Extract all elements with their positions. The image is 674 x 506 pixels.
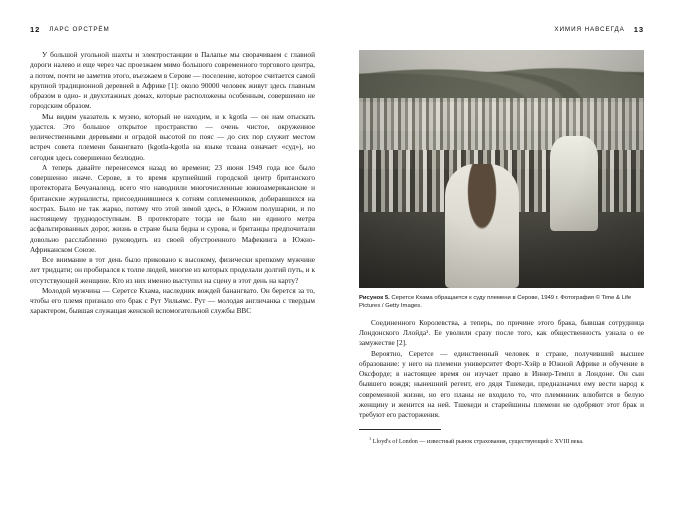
figure-5	[359, 50, 644, 311]
running-head-title-right: ХИМИЯ НАВСЕГДА	[554, 25, 625, 33]
figure-photograph	[359, 50, 644, 288]
footnote-text: Lloyd's of London — известный рынок страхования, существующий с XVIII века.	[371, 439, 584, 446]
spread-columns	[30, 50, 644, 482]
paragraph: Мы видим указатель к музею, который не находим, и к kgotla — он нам отыскать удастся. Это большое открытое пространство — очень чистое, окруженное величественными деревьями и оградой высотой по пояс — до сих пор служит местом встреч совета племени банангвато (kgotla-kgotla на языке тсвана означает «суд»), но сегодня здесь совершенно безлюдно.	[30, 111, 315, 162]
running-head-left	[30, 22, 337, 36]
figure-caption-text: Серетсе Кхама обращается к суду племени в Серове, 1949 г. Фотография © Time & Life Pictures / Getty Images.	[359, 295, 632, 310]
paragraph: У большой угольной шахты и электростанции в Палапье мы сворачиваем с главной дороги налево и еще через час проезжаем мимо большого современного торгового центра, а потом, почти не заметив этого, въезжаем в Серове — поселение, которое считается самой крупной традиционной деревней в Африке [1]: около 90000 человек живут здесь главным образом в одно- и двухэтажных домах, которые расположены особенным, совершенно не городским образом.	[30, 50, 315, 111]
paragraph: А теперь давайте перенесемся назад во времени; 23 июня 1949 года все было совершенно иначе. Серове, в то время крупнейший городской центр британского протектората Бечуаналенд, всего что наводнили многочисленные южноамериканские и британские журналисты, присоединившиеся к сотням соплеменников, добиравшихся на кострах. Было не так жарко, потому что этой зимой здесь, в Южном полушарии, и по настоящему труднодоступным. В протекторате тогда не было ни единого метра асфальтированных дорог, жизнь в стране была бедна и сурова, и британцы предпочитали довольно расслабленно руководить из своей обустроенного Мафекинга в Южно-Африканском Союзе.	[30, 162, 315, 254]
paragraph: Все внимание в тот день было приковано к высокому, физически крепкому мужчине лет тридцати; он пробирался к толпе людей, многие из которых проделали долгий путь, и к отсутствующей женщине. Кто из них именно выступил на сцену в этот день на карту?	[30, 255, 315, 285]
running-head	[30, 22, 644, 36]
paragraph: Вероятно, Серетсе — единственный человек в стране, получивший высшее образование: у него на племени университет Форт-Хэйр в Южной Африке и обучение в Оксфорде; в настоящее время он изучает право в Иннер-Темпл в Лондоне. Он сын бывшего вождя; нынешний регент, его дядя Тшекеди, предназначил ему вести народ к современной жизни, но его планы не входило то, что племянник влюбится в белую женщину и женится на ней. Тшекеди и старейшины племени не одобряют этот брак и требуют его расторжения.	[359, 348, 644, 420]
photo-vignette	[359, 50, 644, 288]
running-head-right	[337, 22, 644, 36]
paragraph: Соединенного Королевства, а теперь, по причине этого брака, бывшая сотрудница Лондонского Ллойда¹. Ее уволили сразу после того, как общественность узнала о ее замужестве [2].	[359, 317, 644, 348]
footnote	[359, 435, 644, 447]
footnote-marker: 1	[369, 436, 372, 442]
running-head-title-left: ЛАРС ОРСТРЁМ	[49, 25, 110, 33]
footnote-rule	[359, 429, 441, 430]
figure-caption	[359, 294, 644, 311]
left-page-text	[30, 50, 337, 482]
folio-right: 13	[633, 24, 644, 34]
folio-left: 12	[30, 24, 41, 34]
footnote-block	[359, 429, 644, 447]
figure-caption-label: Рисунок 5.	[359, 295, 390, 301]
paragraph: Молодой мужчина — Серетсе Кхама, наследник вождей банангвато. Он берется за то, чтобы его племя признало его брак с Рут Уильямс. Рут — молодая англичанка с твердым характером, бывшая служащая женской вспомогательной службы ВВС	[30, 285, 315, 316]
right-page-text	[337, 50, 644, 482]
